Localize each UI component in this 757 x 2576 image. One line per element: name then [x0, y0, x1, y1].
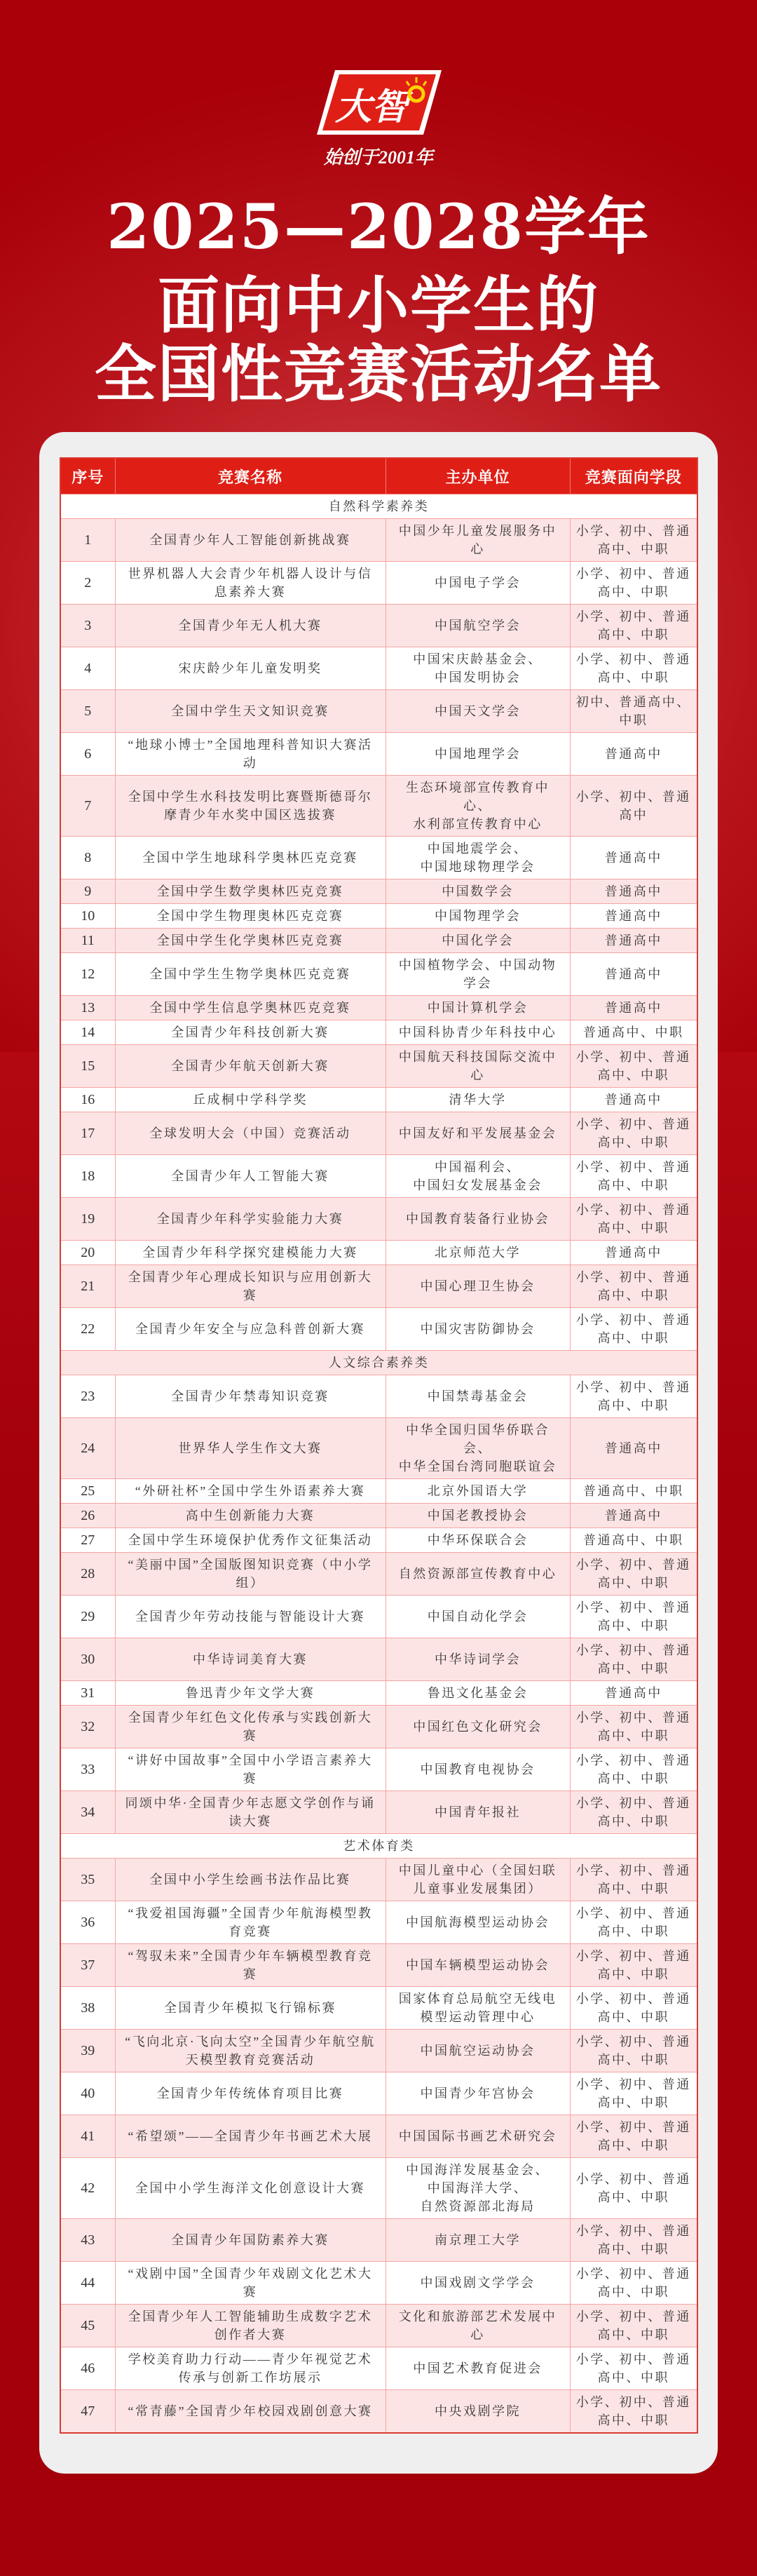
table-row	[60, 1553, 697, 1596]
table-row	[60, 1241, 697, 1265]
competition-name: 全国中学生化学奥林匹克竞赛	[115, 929, 386, 953]
table-row	[60, 1418, 697, 1479]
table-row	[60, 2390, 697, 2434]
row-number: 21	[60, 1265, 115, 1308]
target-stage: 小学、初中、普通高中、中职	[570, 1375, 697, 1418]
row-number: 31	[60, 1681, 115, 1706]
organizer: 生态环境部宣传教育中心、 水利部宣传教育中心	[386, 776, 570, 837]
competition-name: 全国中学生水科技发明比赛暨斯德哥尔摩青少年水奖中国区选拔赛	[115, 776, 386, 837]
organizer: 中国电子学会	[386, 562, 570, 605]
row-number: 18	[60, 1155, 115, 1198]
target-stage: 小学、初中、普通高中、中职	[570, 519, 697, 562]
table-row	[60, 562, 697, 605]
table-row	[60, 1308, 697, 1351]
organizer: 中国自动化学会	[386, 1596, 570, 1638]
competition-name: 鲁迅青少年文学大赛	[115, 1681, 386, 1706]
table-row	[60, 2262, 697, 2305]
competition-name: “常青藤”全国青少年校园戏剧创意大赛	[115, 2390, 386, 2434]
table-row	[60, 1265, 697, 1308]
organizer: 中华环保联合会	[386, 1528, 570, 1553]
row-number: 29	[60, 1596, 115, 1638]
organizer: 中国红色文化研究会	[386, 1706, 570, 1748]
row-number: 13	[60, 996, 115, 1020]
table-row	[60, 1791, 697, 1834]
logo-icon	[314, 67, 444, 137]
organizer: 中国福利会、 中国妇女发展基金会	[386, 1155, 570, 1198]
row-number: 19	[60, 1198, 115, 1241]
competition-name: 全国青少年禁毒知识竞赛	[115, 1375, 386, 1418]
organizer: 中国计算机学会	[386, 996, 570, 1020]
row-number: 34	[60, 1791, 115, 1834]
target-stage: 小学、初中、普通高中、中职	[570, 1045, 697, 1088]
table-row	[60, 690, 697, 733]
table-row	[60, 2115, 697, 2158]
target-stage: 普通高中	[570, 837, 697, 879]
target-stage: 小学、初中、普通高中、中职	[570, 562, 697, 605]
table-row	[60, 879, 697, 904]
competition-name: 高中生创新能力大赛	[115, 1504, 386, 1528]
table-row	[60, 1088, 697, 1112]
target-stage: 普通高中、中职	[570, 1020, 697, 1045]
competition-name: 全国青少年国防素养大赛	[115, 2219, 386, 2262]
table-row	[60, 929, 697, 953]
row-number: 27	[60, 1528, 115, 1553]
organizer: 中国地震学会、 中国地球物理学会	[386, 837, 570, 879]
row-number: 47	[60, 2390, 115, 2434]
row-number: 41	[60, 2115, 115, 2158]
competition-name: “我爱祖国海疆”全国青少年航海模型教育竞赛	[115, 1901, 386, 1944]
header-name: 竞赛名称	[115, 458, 386, 494]
organizer: 清华大学	[386, 1088, 570, 1112]
organizer: 文化和旅游部艺术发展中心	[386, 2305, 570, 2347]
competition-name: 全国中学生环境保护优秀作文征集活动	[115, 1528, 386, 1553]
row-number: 5	[60, 690, 115, 733]
organizer: 中国儿童中心（全国妇联儿童事业发展集团）	[386, 1859, 570, 1901]
target-stage: 初中、普通高中、中职	[570, 690, 697, 733]
target-stage: 小学、初中、普通高中、中职	[570, 1859, 697, 1901]
organizer: 中国数学会	[386, 879, 570, 904]
competition-name: 同颂中华·全国青少年志愿文学创作与诵读大赛	[115, 1791, 386, 1834]
organizer: 中央戏剧学院	[386, 2390, 570, 2434]
row-number: 24	[60, 1418, 115, 1479]
page-title-line-3: 全国性竞赛活动名单	[94, 337, 662, 410]
target-stage: 小学、初中、普通高中、中职	[570, 1944, 697, 1987]
brand-slogan: 始创于2001年	[323, 147, 433, 168]
target-stage: 普通高中	[570, 1088, 697, 1112]
competition-name: “驾驭未来”全国青少年车辆模型教育竞赛	[115, 1944, 386, 1987]
organizer: 国家体育总局航空无线电模型运动管理中心	[386, 1987, 570, 2030]
competition-name: 全国中学生信息学奥林匹克竞赛	[115, 996, 386, 1020]
competition-name: 全国青少年科学探究建模能力大赛	[115, 1241, 386, 1265]
table-row	[60, 1198, 697, 1241]
row-number: 4	[60, 647, 115, 690]
table-row	[60, 1944, 697, 1987]
row-number: 1	[60, 519, 115, 562]
target-stage: 普通高中	[570, 1504, 697, 1528]
row-number: 22	[60, 1308, 115, 1351]
table-row	[60, 1748, 697, 1791]
target-stage: 普通高中	[570, 953, 697, 996]
target-stage: 小学、初中、普通高中、中职	[570, 1553, 697, 1596]
organizer: 鲁迅文化基金会	[386, 1681, 570, 1706]
table-row	[60, 1638, 697, 1681]
organizer: 中华诗词学会	[386, 1638, 570, 1681]
competition-name: 全国中小学生海洋文化创意设计大赛	[115, 2158, 386, 2219]
table-row	[60, 2219, 697, 2262]
table-row	[60, 1596, 697, 1638]
competition-name: “飞向北京·飞向太空”全国青少年航空航天模型教育竞赛活动	[115, 2030, 386, 2072]
row-number: 33	[60, 1748, 115, 1791]
target-stage: 小学、初中、普通高中、中职	[570, 1901, 697, 1944]
organizer: 北京师范大学	[386, 1241, 570, 1265]
organizer: 中国艺术教育促进会	[386, 2347, 570, 2390]
header-number: 序号	[60, 458, 115, 494]
row-number: 44	[60, 2262, 115, 2305]
organizer: 中国车辆模型运动协会	[386, 1944, 570, 1987]
category-label: 艺术体育类	[60, 1834, 697, 1859]
organizer: 自然资源部宣传教育中心	[386, 1553, 570, 1596]
organizer: 中国灾害防御协会	[386, 1308, 570, 1351]
table-row	[60, 1020, 697, 1045]
row-number: 40	[60, 2072, 115, 2115]
competition-name: 全国青少年劳动技能与智能设计大赛	[115, 1596, 386, 1638]
row-number: 36	[60, 1901, 115, 1944]
target-stage: 普通高中	[570, 1681, 697, 1706]
row-number: 23	[60, 1375, 115, 1418]
organizer: 中国心理卫生协会	[386, 1265, 570, 1308]
target-stage: 小学、初中、普通高中	[570, 776, 697, 837]
target-stage: 小学、初中、普通高中、中职	[570, 1198, 697, 1241]
table-row	[60, 1479, 697, 1504]
organizer: 中国航空运动协会	[386, 2030, 570, 2072]
competition-name: “戏剧中国”全国青少年戏剧文化艺术大赛	[115, 2262, 386, 2305]
table-row	[60, 1987, 697, 2030]
row-number: 15	[60, 1045, 115, 1088]
table-row	[60, 647, 697, 690]
row-number: 46	[60, 2347, 115, 2390]
table-row	[60, 1528, 697, 1553]
competition-name: “美丽中国”全国版图知识竞赛（中小学组）	[115, 1553, 386, 1596]
organizer: 中国植物学会、中国动物学会	[386, 953, 570, 996]
table-row	[60, 733, 697, 776]
competition-name: 全球发明大会（中国）竞赛活动	[115, 1112, 386, 1155]
table-row	[60, 2305, 697, 2347]
competition-name: 全国青少年航天创新大赛	[115, 1045, 386, 1088]
competition-name: 全国中学生物理奥林匹克竞赛	[115, 904, 386, 929]
target-stage: 小学、初中、普通高中、中职	[570, 1155, 697, 1198]
competition-name: “外研社杯”全国中学生外语素养大赛	[115, 1479, 386, 1504]
competition-name: 中华诗词美育大赛	[115, 1638, 386, 1681]
competition-name: 全国青少年心理成长知识与应用创新大赛	[115, 1265, 386, 1308]
target-stage: 小学、初中、普通高中、中职	[570, 1596, 697, 1638]
target-stage: 小学、初中、普通高中、中职	[570, 2262, 697, 2305]
row-number: 9	[60, 879, 115, 904]
organizer: 中国化学会	[386, 929, 570, 953]
category-row	[60, 1351, 697, 1375]
competition-name: 全国青少年科技创新大赛	[115, 1020, 386, 1045]
target-stage: 小学、初中、普通高中、中职	[570, 605, 697, 647]
target-stage: 小学、初中、普通高中、中职	[570, 2390, 697, 2434]
table-row	[60, 1045, 697, 1088]
table-row	[60, 1859, 697, 1901]
competition-name: 世界华人学生作文大赛	[115, 1418, 386, 1479]
table-row	[60, 2030, 697, 2072]
competition-name: 全国青少年无人机大赛	[115, 605, 386, 647]
competition-name: “讲好中国故事”全国中小学语言素养大赛	[115, 1748, 386, 1791]
competition-name: 全国中小学生绘画书法作品比赛	[115, 1859, 386, 1901]
target-stage: 小学、初中、普通高中、中职	[570, 1987, 697, 2030]
row-number: 32	[60, 1706, 115, 1748]
row-number: 10	[60, 904, 115, 929]
table-row	[60, 519, 697, 562]
organizer: 中国海洋发展基金会、 中国海洋大学、 自然资源部北海局	[386, 2158, 570, 2219]
table-row	[60, 2072, 697, 2115]
table-row	[60, 1112, 697, 1155]
organizer: 中华全国归国华侨联合会、 中华全国台湾同胞联谊会	[386, 1418, 570, 1479]
organizer: 中国国际书画艺术研究会	[386, 2115, 570, 2158]
organizer: 南京理工大学	[386, 2219, 570, 2262]
target-stage: 普通高中	[570, 996, 697, 1020]
competition-table	[60, 457, 698, 2434]
target-stage: 小学、初中、普通高中、中职	[570, 1748, 697, 1791]
target-stage: 小学、初中、普通高中、中职	[570, 2072, 697, 2115]
table-row	[60, 953, 697, 996]
table-row	[60, 996, 697, 1020]
competition-name: 全国中学生生物学奥林匹克竞赛	[115, 953, 386, 996]
competition-name: 丘成桐中学科学奖	[115, 1088, 386, 1112]
organizer: 中国老教授协会	[386, 1504, 570, 1528]
target-stage: 小学、初中、普通高中、中职	[570, 1638, 697, 1681]
competition-name: 全国中学生数学奥林匹克竞赛	[115, 879, 386, 904]
brand-logo	[314, 67, 444, 137]
competition-name: 全国青少年人工智能创新挑战赛	[115, 519, 386, 562]
row-number: 37	[60, 1944, 115, 1987]
organizer: 中国航空学会	[386, 605, 570, 647]
organizer: 中国物理学会	[386, 904, 570, 929]
competition-name: 世界机器人大会青少年机器人设计与信息素养大赛	[115, 562, 386, 605]
row-number: 43	[60, 2219, 115, 2262]
target-stage: 小学、初中、普通高中、中职	[570, 1308, 697, 1351]
organizer: 中国宋庆龄基金会、 中国发明协会	[386, 647, 570, 690]
organizer: 中国青年报社	[386, 1791, 570, 1834]
table-row	[60, 1681, 697, 1706]
target-stage: 小学、初中、普通高中、中职	[570, 2347, 697, 2390]
competition-name: 全国中学生地球科学奥林匹克竞赛	[115, 837, 386, 879]
row-number: 30	[60, 1638, 115, 1681]
header-stage: 竞赛面向学段	[570, 458, 697, 494]
target-stage: 普通高中、中职	[570, 1528, 697, 1553]
row-number: 3	[60, 605, 115, 647]
organizer: 中国少年儿童发展服务中心	[386, 519, 570, 562]
target-stage: 小学、初中、普通高中、中职	[570, 2115, 697, 2158]
competition-name: 全国中学生天文知识竞赛	[115, 690, 386, 733]
competition-name: 全国青少年传统体育项目比赛	[115, 2072, 386, 2115]
table-row	[60, 776, 697, 837]
row-number: 38	[60, 1987, 115, 2030]
organizer: 中国禁毒基金会	[386, 1375, 570, 1418]
row-number: 12	[60, 953, 115, 996]
target-stage: 普通高中、中职	[570, 1479, 697, 1504]
header-organizer: 主办单位	[386, 458, 570, 494]
organizer: 中国航天科技国际交流中心	[386, 1045, 570, 1088]
row-number: 28	[60, 1553, 115, 1596]
competition-name: 全国青少年安全与应急科普创新大赛	[115, 1308, 386, 1351]
organizer: 中国友好和平发展基金会	[386, 1112, 570, 1155]
row-number: 20	[60, 1241, 115, 1265]
target-stage: 普通高中	[570, 929, 697, 953]
table-row	[60, 2347, 697, 2390]
target-stage: 小学、初中、普通高中、中职	[570, 1112, 697, 1155]
competition-name: 全国青少年人工智能大赛	[115, 1155, 386, 1198]
row-number: 42	[60, 2158, 115, 2219]
row-number: 11	[60, 929, 115, 953]
organizer: 中国教育电视协会	[386, 1748, 570, 1791]
competition-name: “地球小博士”全国地理科普知识大赛活动	[115, 733, 386, 776]
target-stage: 普通高中	[570, 1241, 697, 1265]
category-row	[60, 1834, 697, 1859]
table-row	[60, 837, 697, 879]
table-header-row	[60, 458, 697, 494]
organizer: 中国天文学会	[386, 690, 570, 733]
target-stage: 小学、初中、普通高中、中职	[570, 2219, 697, 2262]
row-number: 35	[60, 1859, 115, 1901]
table-row	[60, 1706, 697, 1748]
organizer: 中国科协青少年科技中心	[386, 1020, 570, 1045]
table-row	[60, 2158, 697, 2219]
competition-name: 全国青少年红色文化传承与实践创新大赛	[115, 1706, 386, 1748]
target-stage: 小学、初中、普通高中、中职	[570, 1265, 697, 1308]
table-row	[60, 1155, 697, 1198]
page-title-line-1: 2025—2028学年	[107, 190, 650, 263]
target-stage: 小学、初中、普通高中、中职	[570, 1706, 697, 1748]
category-row	[60, 494, 697, 519]
competition-name: “希望颂”——全国青少年书画艺术大展	[115, 2115, 386, 2158]
target-stage: 普通高中	[570, 904, 697, 929]
target-stage: 小学、初中、普通高中、中职	[570, 647, 697, 690]
table-row	[60, 904, 697, 929]
target-stage: 普通高中	[570, 1418, 697, 1479]
table-row	[60, 605, 697, 647]
competition-name: 全国青少年模拟飞行锦标赛	[115, 1987, 386, 2030]
row-number: 16	[60, 1088, 115, 1112]
table-row	[60, 1504, 697, 1528]
row-number: 14	[60, 1020, 115, 1045]
target-stage: 小学、初中、普通高中、中职	[570, 1791, 697, 1834]
organizer: 中国地理学会	[386, 733, 570, 776]
target-stage: 小学、初中、普通高中、中职	[570, 2030, 697, 2072]
row-number: 2	[60, 562, 115, 605]
organizer: 中国航海模型运动协会	[386, 1901, 570, 1944]
organizer: 中国教育装备行业协会	[386, 1198, 570, 1241]
row-number: 8	[60, 837, 115, 879]
table-row	[60, 1375, 697, 1418]
organizer: 中国戏剧文学学会	[386, 2262, 570, 2305]
row-number: 26	[60, 1504, 115, 1528]
target-stage: 小学、初中、普通高中、中职	[570, 2305, 697, 2347]
page-title-line-2: 面向中小学生的	[157, 269, 599, 342]
row-number: 17	[60, 1112, 115, 1155]
competition-name: 全国青少年人工智能辅助生成数字艺术创作者大赛	[115, 2305, 386, 2347]
row-number: 45	[60, 2305, 115, 2347]
target-stage: 普通高中	[570, 733, 697, 776]
organizer: 北京外国语大学	[386, 1479, 570, 1504]
row-number: 25	[60, 1479, 115, 1504]
competition-name: 学校美育助力行动——青少年视觉艺术传承与创新工作坊展示	[115, 2347, 386, 2390]
competition-name: 宋庆龄少年儿童发明奖	[115, 647, 386, 690]
row-number: 6	[60, 733, 115, 776]
category-label: 自然科学素养类	[60, 494, 697, 519]
svg-text:大智: 大智	[335, 86, 409, 128]
organizer: 中国青少年宫协会	[386, 2072, 570, 2115]
row-number: 39	[60, 2030, 115, 2072]
competition-name: 全国青少年科学实验能力大赛	[115, 1198, 386, 1241]
category-label: 人文综合素养类	[60, 1351, 697, 1375]
row-number: 7	[60, 776, 115, 837]
target-stage: 普通高中	[570, 879, 697, 904]
target-stage: 小学、初中、普通高中、中职	[570, 2158, 697, 2219]
table-row	[60, 1901, 697, 1944]
